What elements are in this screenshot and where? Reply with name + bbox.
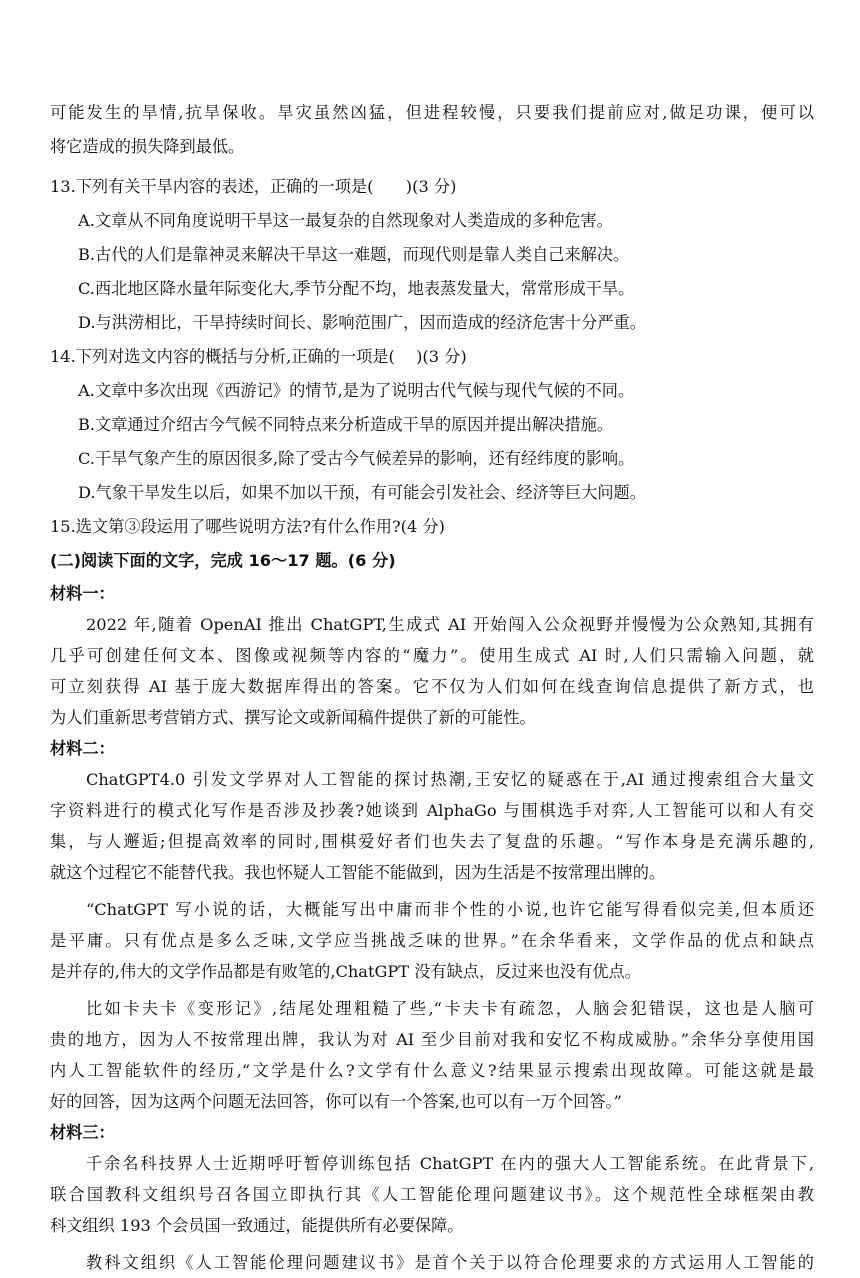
text-line: 内人工智能软件的经历,“文学是什么?文学有什么意义?结果显示搜索出现故障。可能这就是最 (50, 1061, 814, 1080)
question-15: 15.选文第③段运用了哪些说明方法?有什么作用?(4 分) (50, 517, 445, 536)
question-stem: 13.下列有关干旱内容的表述，正确的一项是( )(3 分) (50, 177, 457, 196)
option-d: D.气象干旱发生以后，如果不加以干预，有可能会引发社会、经济等巨大问题。 (78, 483, 646, 502)
text-line: 千余名科技界人士近期呼吁暂停训练包括 ChatGPT 在内的强大人工智能系统。在此背景下, (86, 1154, 814, 1173)
option-d: D.与洪涝相比，干旱持续时间长、影响范围广，因而造成的经济危害十分严重。 (78, 313, 646, 332)
intro-paragraph (50, 96, 814, 164)
text-line: 比如卡夫卡《变形记》,结尾处理粗糙了些,“卡夫卡有疏忽，人脑会犯错误，这也是人脑可 (86, 999, 814, 1018)
paragraph (50, 764, 814, 888)
text-line: 是并存的,伟大的文学作品都是有败笔的,ChatGPT 没有缺点，反过来也没有优点。 (50, 962, 641, 981)
paragraph (50, 894, 814, 987)
option-b: B.古代的人们是靠神灵来解决干旱这一难题，而现代则是靠人类自己来解决。 (78, 245, 630, 264)
section-title: (二)阅读下面的文字，完成 16～17 题。(6 分) (50, 551, 396, 570)
text-line: 集，与人邂逅;但提高效率的同时,围棋爱好者们也失去了复盘的乐趣。“写作本身是充满乐趣的, (50, 832, 814, 851)
text-line: 联合国教科文组织号召各国立即执行其《人工智能伦理问题建议书》。这个规范性全球框架由教 (50, 1185, 814, 1204)
material-2 (50, 733, 814, 1117)
option-a: A.文章中多次出现《西游记》的情节,是为了说明古代气候与现代气候的不同。 (78, 381, 635, 400)
exam-page (50, 96, 814, 1278)
question-13 (50, 170, 814, 340)
text-line: 好的回答，因为这两个问题无法回答，你可以有一个答案,也可以有一万个回答。” (50, 1092, 622, 1111)
text-line: 可立刻获得 AI 基于庞大数据库得出的答案。它不仅为人们如何在线查询信息提供了新方式，也 (50, 677, 814, 696)
material-1 (50, 578, 814, 733)
material-label: 材料三： (50, 1123, 115, 1142)
text-line: 科文组织 193 个会员国一致通过，能提供所有必要保障。 (50, 1216, 464, 1235)
material-label: 材料二： (50, 739, 115, 758)
material-label: 材料一： (50, 584, 115, 603)
question-14 (50, 340, 814, 510)
text-line: 为人们重新思考营销方式、撰写论文或新闻稿件提供了新的可能性。 (50, 708, 536, 727)
option-c: C.干旱气象产生的原因很多,除了受古今气候差异的影响，还有经纬度的影响。 (78, 449, 635, 468)
option-c: C.西北地区降水量年际变化大,季节分配不均，地表蒸发量大，常常形成干旱。 (78, 279, 635, 298)
option-a: A.文章从不同角度说明干旱这一最复杂的自然现象对人类造成的多种危害。 (78, 211, 613, 230)
text-line: 几乎可创建任何文本、图像或视频等内容的“魔力”。使用生成式 AI 时,人们只需输入问题，就 (50, 646, 814, 665)
text-line: 就这个过程它不能替代我。我也怀疑人工智能不能做到，因为生活是不按常理出牌的。 (50, 863, 666, 882)
paragraph (50, 1247, 814, 1278)
text-line: 将它造成的损失降到最低。 (50, 137, 245, 156)
text-line: 2022 年,随着 OpenAI 推出 ChatGPT,生成式 AI 开始闯入公众视野并慢慢为公众熟知,其拥有 (86, 615, 814, 634)
option-b: B.文章通过介绍古今气候不同特点来分析造成干旱的原因并提出解决措施。 (78, 415, 614, 434)
paragraph (50, 1148, 814, 1241)
text-line: 贵的地方，因为人不按常理出牌，我认为对 AI 至少目前对我和安忆不构成威胁。”余华分享使用国 (50, 1030, 814, 1049)
text-line: 可能发生的旱情,抗旱保收。旱灾虽然凶猛，但进程较慢，只要我们提前应对,做足功课，便可以 (50, 103, 814, 122)
text-line: ChatGPT4.0 引发文学界对人工智能的探讨热潮,王安忆的疑惑在于,AI 通过搜索组合大量文 (86, 770, 814, 789)
text-line: 字资料进行的模式化写作是否涉及抄袭?她谈到 AlphaGo 与围棋选手对弈,人工智能可以和人有交 (50, 801, 814, 820)
paragraph (50, 993, 814, 1117)
text-line: 教科文组织《人工智能伦理问题建议书》是首个关于以符合伦理要求的方式运用人工智能的 (86, 1253, 814, 1272)
question-stem: 14.下列对选文内容的概括与分析,正确的一项是( )(3 分) (50, 347, 467, 366)
text-line: 是平庸。只有优点是多么乏味,文学应当挑战乏味的世界。”在余华看来，文学作品的优点和缺点 (50, 931, 814, 950)
text-line: “ChatGPT 写小说的话，大概能写出中庸而非个性的小说,也许它能写得看似完美,但本质还 (86, 900, 814, 919)
material-3 (50, 1117, 814, 1278)
